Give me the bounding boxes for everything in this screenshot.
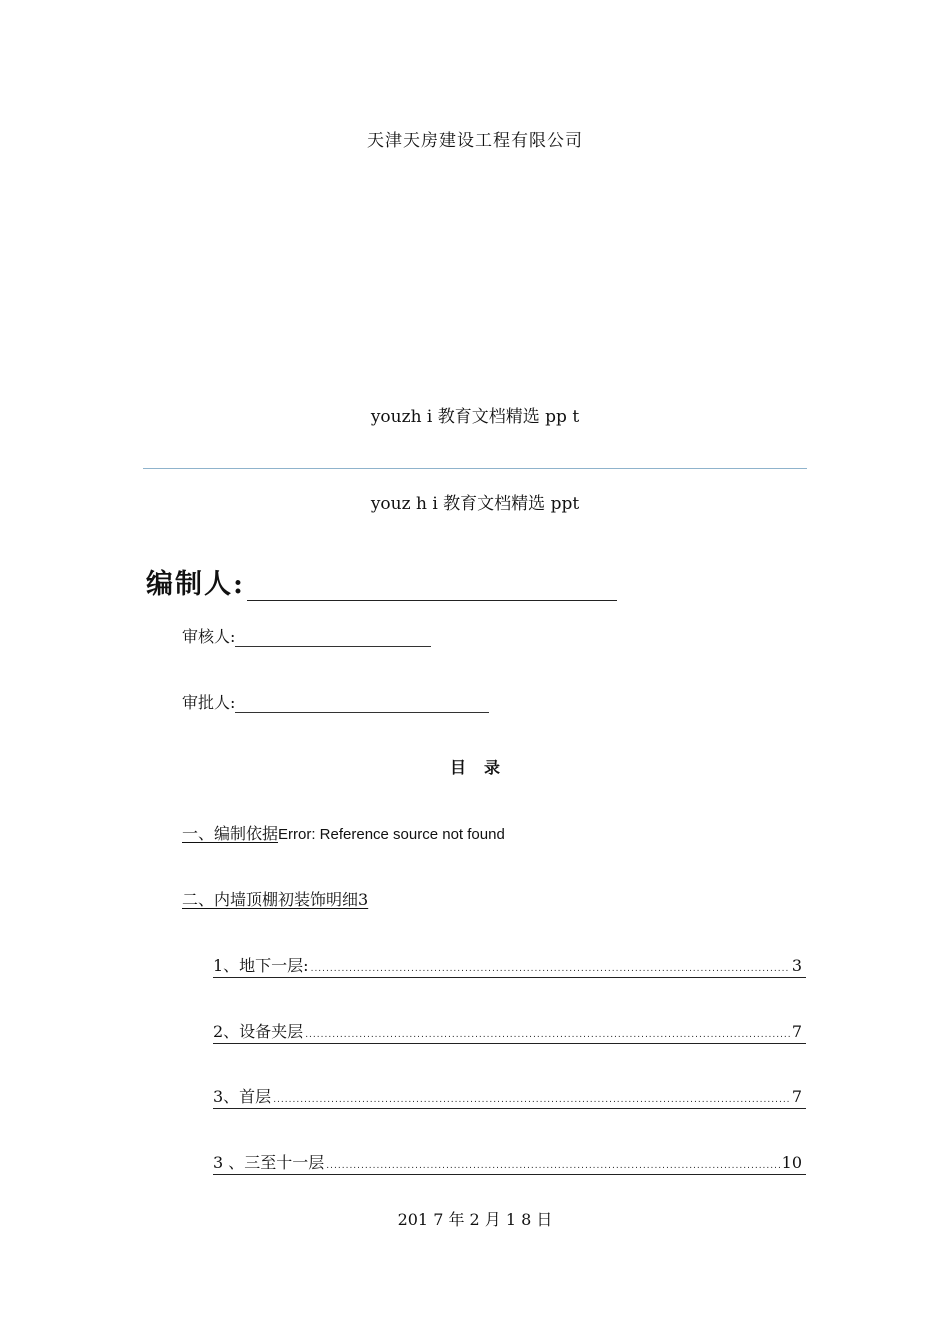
toc-item-label: 1、地下一层: <box>213 956 309 975</box>
toc-section-page: 3 <box>358 890 369 909</box>
toc-item-page: 3 <box>791 956 802 975</box>
toc-section-1[interactable] <box>182 821 505 844</box>
toc-leader-dots <box>273 1095 790 1105</box>
toc-item-label: 3 、三至十一层 <box>213 1153 325 1172</box>
page-header-text: youzh i 教育文档精选 pp t <box>370 407 580 427</box>
reviewer-signature-row <box>182 624 431 647</box>
toc-section-2[interactable] <box>182 887 368 910</box>
reviewer-label: 审核人: <box>182 627 236 646</box>
toc-item-1[interactable] <box>213 953 806 978</box>
toc-item-4[interactable] <box>213 1150 806 1175</box>
approver-label: 审批人: <box>182 693 236 712</box>
toc-title: 目录 <box>449 758 518 777</box>
company-name: 天津天房建设工程有限公司 <box>367 131 583 151</box>
document-date: 201 7 年 2 月 1 8 日 <box>397 1210 553 1229</box>
toc-item-label: 3、首层 <box>213 1087 272 1106</box>
toc-section-label: 二、内墙顶棚初装饰明细 <box>182 890 359 909</box>
toc-item-3[interactable] <box>213 1084 806 1109</box>
reviewer-signature-line <box>235 628 431 647</box>
toc-item-page: 10 <box>781 1153 802 1172</box>
toc-leader-dots <box>311 964 790 974</box>
header-divider <box>143 468 807 469</box>
toc-section-page: Error: Reference source not found <box>278 826 505 843</box>
toc-item-2[interactable] <box>213 1019 806 1044</box>
compiler-label: 编制人: <box>146 569 245 600</box>
toc-item-page: 7 <box>791 1087 802 1106</box>
toc-item-page: 7 <box>791 1022 802 1041</box>
toc-leader-dots <box>326 1161 779 1171</box>
toc-leader-dots <box>305 1030 790 1040</box>
toc-section-label: 一、编制依据 <box>182 824 279 843</box>
sub-header-text: youz h i 教育文档精选 ppt <box>370 494 580 514</box>
approver-signature-line <box>235 694 489 713</box>
approver-signature-row <box>182 690 489 713</box>
compiler-signature-line <box>247 570 617 601</box>
compiler-signature-row <box>146 562 617 601</box>
toc-item-label: 2、设备夹层 <box>213 1022 304 1041</box>
